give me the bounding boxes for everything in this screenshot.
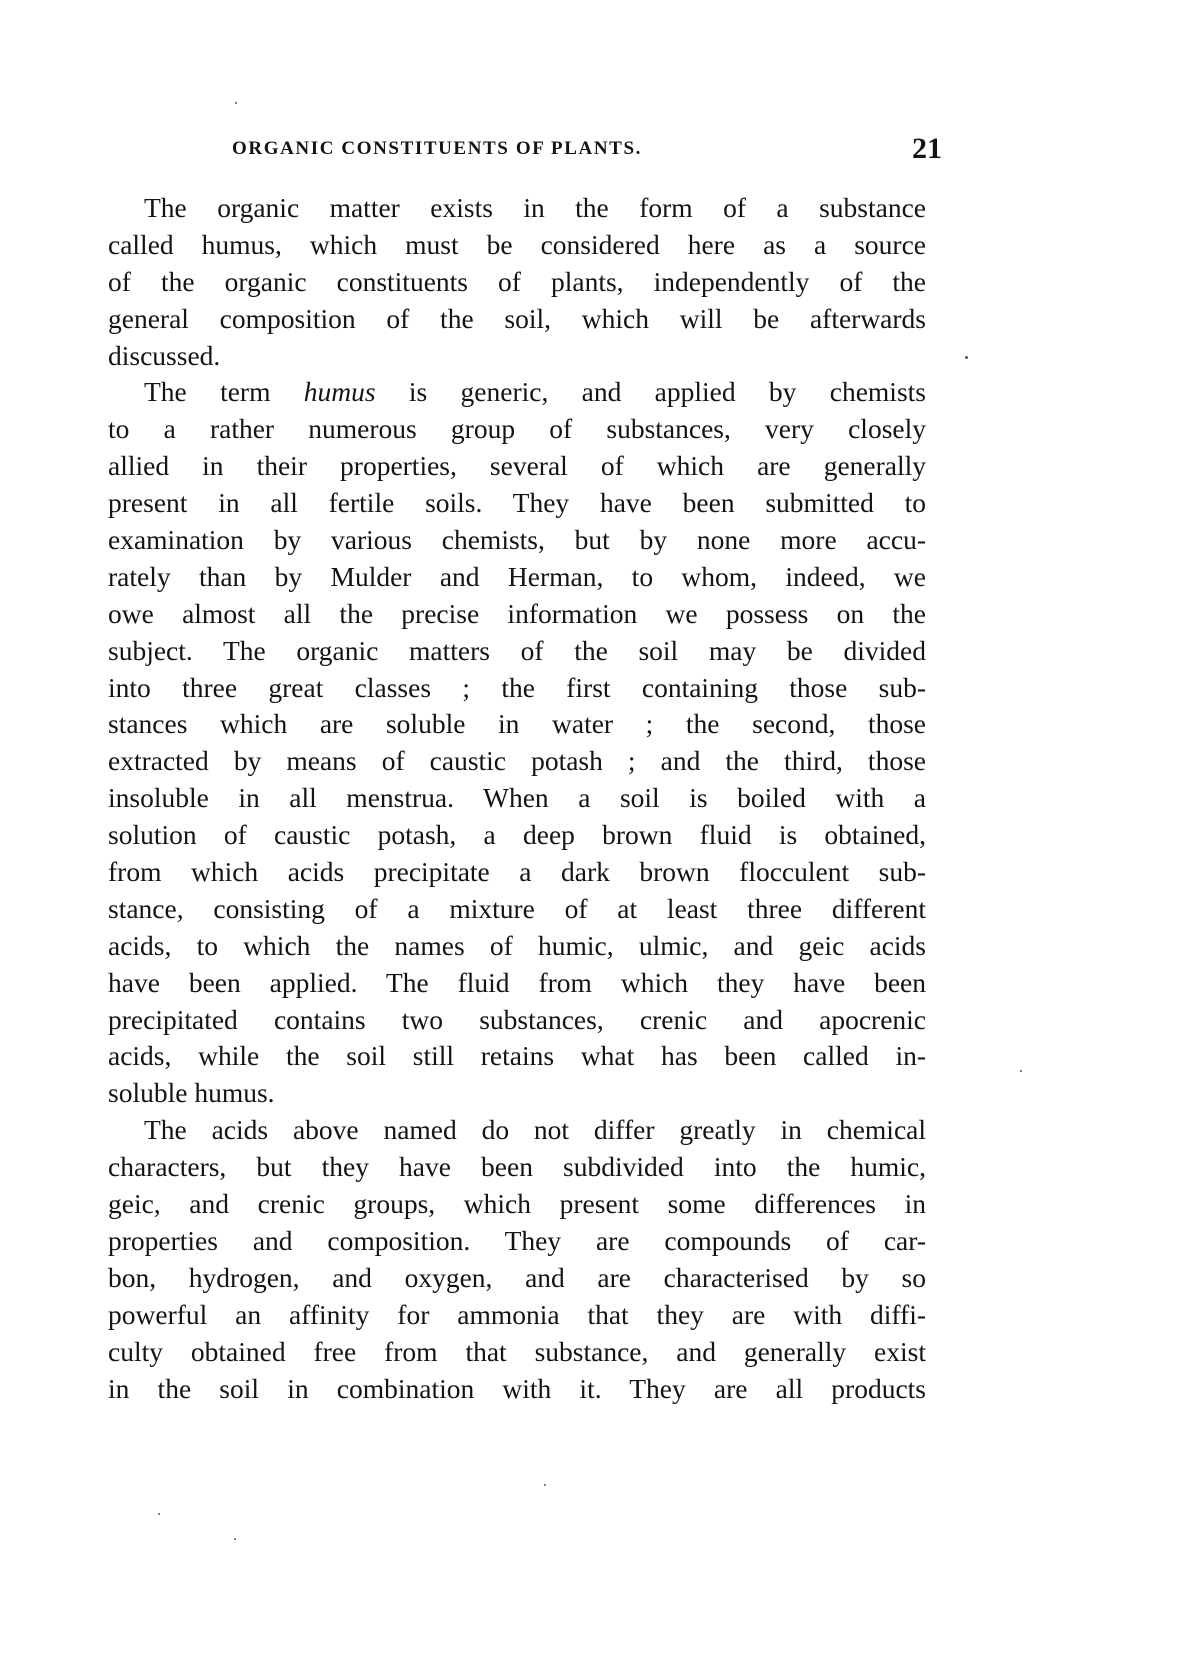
- scan-speck: [158, 1513, 160, 1515]
- text-line: allied in their properties, several of which are generally: [108, 450, 926, 482]
- text-line: The acids above named do not differ greatly in chemical: [144, 1114, 926, 1146]
- text-line: in the soil in combination with it. They are all products: [108, 1372, 926, 1404]
- text-line: bon, hydrogen, and oxygen, and are characterised by so: [108, 1261, 926, 1293]
- text-line: examination by various chemists, but by none more accu-: [108, 524, 926, 556]
- text-line: acids, to which the names of humic, ulmic, and geic acids: [108, 929, 926, 961]
- paragraph-1: [108, 190, 926, 374]
- text-line: The organic matter exists in the form of a substance: [144, 192, 926, 223]
- text-line: acids, while the soil still retains what has been called in-: [108, 1040, 926, 1072]
- text-line: of the organic constituents of plants, independently of the: [108, 265, 926, 297]
- text-line: [108, 374, 926, 411]
- text-line: characters, but they have been subdivided into the humic,: [108, 1151, 926, 1183]
- page-number: 21: [912, 132, 942, 165]
- text-line: present in all fertile soils. They have been submitted to: [108, 487, 926, 519]
- text-line: into three great classes ; the first containing those sub-: [108, 671, 926, 703]
- text-line: precipitated contains two substances, crenic and apocrenic: [108, 1003, 926, 1035]
- scan-speck: [965, 356, 968, 359]
- text-run: The term: [144, 376, 304, 408]
- text-line: solution of caustic potash, a deep brown fluid is obtained,: [108, 819, 926, 851]
- text-line: soluble humus.: [108, 1077, 275, 1109]
- text-line: general composition of the soil, which will be afterwards: [108, 302, 926, 334]
- italic-term: humus: [303, 376, 376, 408]
- body-text: [108, 190, 926, 1407]
- text-line: owe almost all the precise information we possess on the: [108, 597, 926, 629]
- text-line: to a rather numerous group of substances, very closely: [108, 413, 926, 445]
- text-line: properties and composition. They are compounds of car-: [108, 1224, 926, 1256]
- text-line: geic, and crenic groups, which present some differences in: [108, 1188, 926, 1220]
- text-line: culty obtained free from that substance, and generally exist: [108, 1335, 926, 1367]
- text-line: powerful an affinity for ammonia that they are with diffi-: [108, 1298, 926, 1330]
- text-line: from which acids precipitate a dark brown flocculent sub-: [108, 856, 926, 888]
- text-line: called humus, which must be considered here as a source: [108, 228, 926, 260]
- text-line: have been applied. The fluid from which they have been: [108, 966, 926, 998]
- scan-speck: [234, 1538, 236, 1540]
- text-line: discussed.: [108, 339, 221, 371]
- text-line: insoluble in all menstrua. When a soil is boiled with a: [108, 782, 926, 814]
- scan-speck: [544, 1484, 546, 1486]
- text-line: stances which are soluble in water ; the second, those: [108, 708, 926, 740]
- paragraph-2: [108, 374, 926, 1112]
- text-line: subject. The organic matters of the soil may be divided: [108, 634, 926, 666]
- text-run: is generic, and applied by chemists: [375, 376, 926, 408]
- running-head: [232, 132, 942, 170]
- running-title: ORGANIC CONSTITUENTS OF PLANTS.: [232, 138, 642, 159]
- text-line: rately than by Mulder and Herman, to whom, indeed, we: [108, 560, 926, 592]
- paragraph-3: [108, 1112, 926, 1407]
- text-line: stance, consisting of a mixture of at least three different: [108, 892, 926, 924]
- scan-speck: [235, 102, 237, 104]
- scan-speck: [1020, 1070, 1022, 1072]
- text-line: extracted by means of caustic potash ; and the third, those: [108, 745, 926, 777]
